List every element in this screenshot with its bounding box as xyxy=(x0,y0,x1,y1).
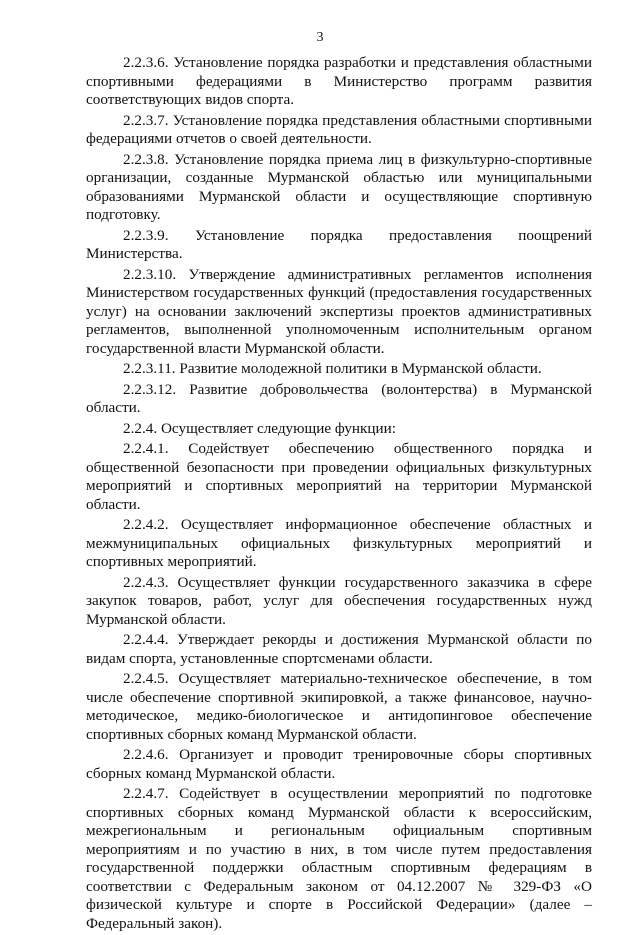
paragraph-2-2-4-4: 2.2.4.4. Утверждает рекорды и достижения Мурманской области по видам спорта, установленные спортсменами области. xyxy=(86,631,592,667)
document-body xyxy=(86,54,592,935)
paragraph-2-2-4-3: 2.2.4.3. Осуществляет функции государственного заказчика в сфере закупок товаров, работ, услуг для обеспечения государственных нужд Мурманской области. xyxy=(86,573,592,628)
paragraph-2-2-3-12: 2.2.3.12. Развитие добровольчества (волонтерства) в Мурманской области. xyxy=(86,380,592,416)
paragraph-2-2-3-10: 2.2.3.10. Утверждение административных регламентов исполнения Министерством государственных функций (предоставления государственных услуг) на основании заключений экспертизы проектов административных регламентов, выполненной уполномоченным исполнительным органом государственной власти Мурманской области. xyxy=(86,265,592,357)
paragraph-2-2-4-7: 2.2.4.7. Содействует в осуществлении мероприятий по подготовке спортивных сборных команд Мурманской области к всероссийским, межрегиональным и региональным официальным спортивным мероприятиям и по участию в них, в том числе путем предоставления государственной поддержки областным спортивным федерациям в соответствии с Федеральным законом от 04.12.2007 № 329-ФЗ «О физической культуре и спорте в Российской Федерации» (далее – Федеральный закон). xyxy=(86,785,592,932)
paragraph-2-2-3-6: 2.2.3.6. Установление порядка разработки и представления областными спортивными федерациями в Министерство программ развития соответствующих видов спорта. xyxy=(86,54,592,108)
paragraph-2-2-4-1: 2.2.4.1. Содействует обеспечению общественного порядка и общественной безопасности при проведении официальных физкультурных мероприятий и спортивных мероприятий на территории Мурманской области. xyxy=(86,440,592,513)
paragraph-2-2-4: 2.2.4. Осуществляет следующие функции: xyxy=(123,419,397,437)
paragraph-2-2-4-6: 2.2.4.6. Организует и проводит тренировочные сборы спортивных сборных команд Мурманской области. xyxy=(86,746,592,782)
paragraph-2-2-4-5: 2.2.4.5. Осуществляет материально-техническое обеспечение, в том числе обеспечение спортивной экипировкой, а также финансовое, научно-методическое, медико-биологическое и антидопинговое обеспечение спортивных сборных команд Мурманской области. xyxy=(86,670,592,743)
paragraph-2-2-3-7: 2.2.3.7. Установление порядка представления областными спортивными федерациями отчетов о своей деятельности. xyxy=(86,111,592,147)
paragraph-2-2-3-11: 2.2.3.11. Развитие молодежной политики в Мурманской области. xyxy=(123,360,542,377)
paragraph-2-2-4-2: 2.2.4.2. Осуществляет информационное обеспечение областных и межмуниципальных официальных физкультурных мероприятий и спортивных мероприятий. xyxy=(86,516,592,570)
paragraph-2-2-3-9: 2.2.3.9. Установление порядка предоставления поощрений Министерства. xyxy=(86,226,592,262)
paragraph-2-2-3-8: 2.2.3.8. Установление порядка приема лиц в физкультурно-спортивные организации, созданные Мурманской областью или муниципальными образованиями Мурманской области и осуществляющие спортивную подготовку. xyxy=(86,150,592,223)
page-number: 3 xyxy=(316,30,324,45)
